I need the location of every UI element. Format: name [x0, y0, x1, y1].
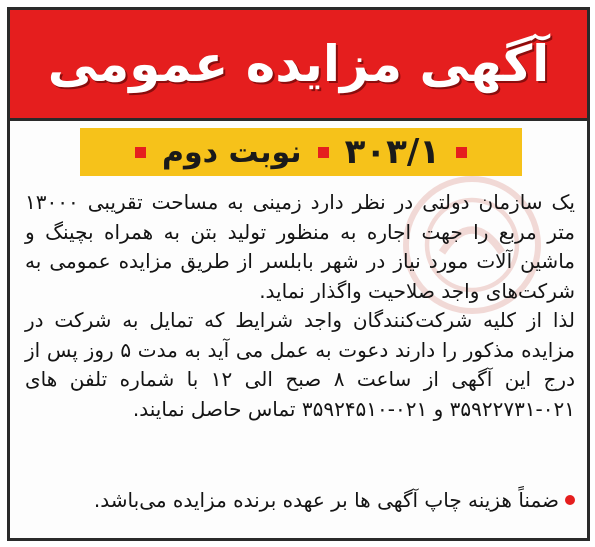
ad-note: [25, 488, 575, 512]
ad-paragraph-2: لذا از کلیه شرکت‌کنندگان واجد شرایط که تمایل به شرکت در مزایده مذکور را دارند دعوت به عمل می آید به مدت ۵ روز پس از درج این آگهی از ساعت ۸ صبح الی ۱۲ با شماره تلفن های ۰۲۱-۳۵۹۲۲۷۳۱ و ۰۲۱-۳۵۹۲۴۵۱۰ تماس حاصل نمایند.: [25, 308, 576, 421]
red-square-icon: [135, 147, 146, 158]
ad-title: آگهی مزایده عمومی: [47, 35, 550, 93]
ad-body: [25, 188, 575, 424]
ad-paragraph-1: یک سازمان دولتی در نظر دارد زمینی به مساحت تقریبی ۱۳۰۰۰ متر مربع را جهت اجاره به منظور تولید بتن به همراه بچینگ و ماشین آلات مورد نیاز در شهر بابلسر از طریق مزایده عمومی به شرکت‌های واجد صلاحیت واگذار نماید.: [25, 190, 575, 303]
ad-number: ۳۰۳/۱: [344, 132, 441, 172]
ad-note-text: ضمناً هزینه چاپ آگهی ها بر عهده برنده مزایده می‌باشد.: [93, 488, 559, 512]
red-dot-icon: [565, 495, 575, 505]
ad-header: [10, 10, 587, 121]
ad-subheader: [80, 128, 522, 176]
red-square-icon: [318, 147, 329, 158]
ad-round: نوبت دوم: [162, 134, 302, 170]
ad-frame: [7, 7, 590, 541]
red-square-icon: [456, 147, 467, 158]
